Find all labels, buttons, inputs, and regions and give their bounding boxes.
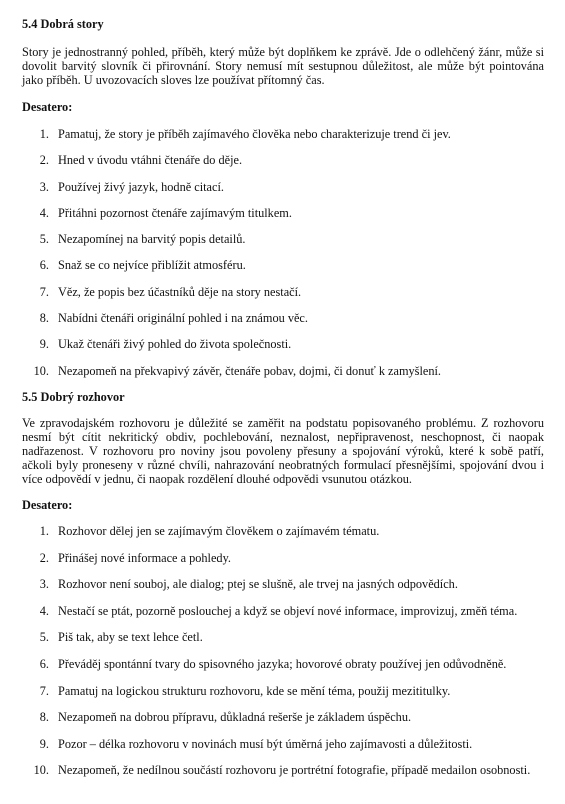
list-item-number: 9.: [39, 337, 49, 352]
list-item-number: 9.: [39, 736, 49, 751]
list-item-number: 4.: [39, 205, 49, 220]
list-item: [22, 258, 544, 273]
list-item: [22, 524, 544, 539]
section-title-story: 5.4 Dobrá story: [22, 17, 104, 31]
section-paragraph-story: Story je jednostranný pohled, příběh, který může být doplňkem ke zprávě. Jde o odlehčený žánr, může si dovolit barvitý slovník či přirovnání. Story nemusí mít sestupnou důležitost, ale může být pointována jako příběh. U uvozovacích sloves lze používat přítomný čas.: [22, 45, 544, 87]
list-item-text: Hned v úvodu vtáhni čtenáře do děje.: [58, 153, 243, 168]
section-title-interview: 5.5 Dobrý rozhovor: [22, 389, 125, 404]
list-item: [22, 364, 544, 379]
list-item-text: Pozor – délka rozhovoru v novinách musí být úměrná jeho zajímavosti a důležitosti.: [58, 736, 473, 751]
list-label-story: Desatero:: [22, 100, 73, 114]
list-item-number: 2.: [39, 550, 49, 565]
list-item: [22, 763, 544, 778]
list-item-number: 5.: [39, 232, 49, 247]
list-item-text: Nezapomeň na dobrou přípravu, důkladná rešerše je základem úspěchu.: [58, 710, 412, 725]
list-item-number: 8.: [39, 710, 49, 725]
list-item-text: Nezapomeň na překvapivý závěr, čtenáře pobav, dojmi, či donuť k zamyšlení.: [58, 363, 441, 378]
list-item: [22, 206, 544, 221]
list-item-text: Nezapomínej na barvitý popis detailů.: [58, 232, 246, 247]
list-item-number: 1.: [39, 127, 49, 141]
list-item: [22, 604, 544, 619]
list-item-number: 4.: [39, 603, 49, 618]
list-item-text: Nestačí se ptát, pozorně poslouchej a když se objeví nové informace, improvizuj, změň téma.: [58, 603, 518, 618]
list-item: [22, 710, 544, 725]
list-item-text: Ukaž čtenáři živý pohled do života společnosti.: [58, 337, 292, 352]
list-item: [22, 153, 544, 168]
list-item-text: Rozhovor dělej jen se zajímavým člověkem o zajímavém tématu.: [58, 523, 380, 538]
list-item-number: 5.: [39, 630, 49, 645]
list-item-number: 7.: [39, 683, 49, 698]
list-item: [22, 127, 544, 142]
list-item-text: Přinášej nové informace a pohledy.: [58, 550, 232, 565]
section-paragraph-interview: Ve zpravodajském rozhovoru je důležité se zaměřit na podstatu popisovaného problému. Z rozhovoru nesmí být cítit nekritický obdiv, pochlebování, neznalost, nepřipravenost, neschopnost, či naopak nadřazenost. V rozhovoru pro noviny jsou povoleny přesuny a spojování výroků, které k sobě patří, ačkoli byly proneseny v různé chvíli, nahrazování neobratných formulací přesnějšími, spojování dvou i více odpovědí v jednu, či naopak rozdělení dlouhé odpovědi vsunutou otázkou.: [22, 415, 544, 486]
desatero-list-interview: [22, 524, 544, 778]
list-item-text: Snaž se co nejvíce přiblížit atmosféru.: [58, 258, 246, 273]
list-item: [22, 285, 544, 300]
list-item-text: Rozhovor není souboj, ale dialog; ptej se slušně, ale trvej na jasných odpovědích.: [58, 577, 458, 592]
list-item: [22, 337, 544, 352]
list-item: [22, 551, 544, 566]
list-item-text: Pamatuj, že story je příběh zajímavého člověka nebo charakterizuje trend či jev.: [58, 127, 451, 141]
list-item-number: 10.: [33, 363, 49, 378]
list-item: [22, 311, 544, 326]
list-item-number: 8.: [39, 311, 49, 326]
list-item-text: Věz, že popis bez účastníků děje na story nestačí.: [58, 284, 302, 299]
list-item-number: 1.: [39, 523, 49, 538]
list-item-text: Nabídni čtenáři originální pohled i na známou věc.: [58, 311, 308, 326]
list-item-number: 3.: [39, 577, 49, 592]
list-item-text: Používej živý jazyk, hodně citací.: [58, 179, 224, 194]
list-item-text: Piš tak, aby se text lehce četl.: [58, 630, 203, 645]
document-page: [22, 10, 544, 790]
list-item: [22, 232, 544, 247]
list-item-number: 7.: [39, 284, 49, 299]
list-item-text: Přitáhni pozornost čtenáře zajímavým titulkem.: [58, 205, 292, 220]
list-item: [22, 630, 544, 645]
list-item-number: 3.: [39, 179, 49, 194]
list-item: [22, 684, 544, 699]
list-item-number: 10.: [33, 763, 49, 778]
list-item-text: Pamatuj na logickou strukturu rozhovoru, kde se mění téma, použij mezititulky.: [58, 683, 451, 698]
list-item-number: 6.: [39, 656, 49, 671]
list-item-text: Nezapomeň, že nedílnou součástí rozhovoru je portrétní fotografie, případě medailon osobnosti.: [58, 763, 531, 778]
list-item-number: 2.: [39, 153, 49, 168]
list-item: [22, 577, 544, 592]
list-label-interview: Desatero:: [22, 497, 73, 512]
list-item: [22, 657, 544, 672]
list-item: [22, 180, 544, 195]
list-item-number: 6.: [39, 258, 49, 273]
desatero-list-story: [22, 127, 544, 379]
list-item: [22, 737, 544, 752]
list-item-text: Převáděj spontánní tvary do spisovného jazyka; hovorové obraty používej jen odůvodněně.: [58, 656, 507, 671]
